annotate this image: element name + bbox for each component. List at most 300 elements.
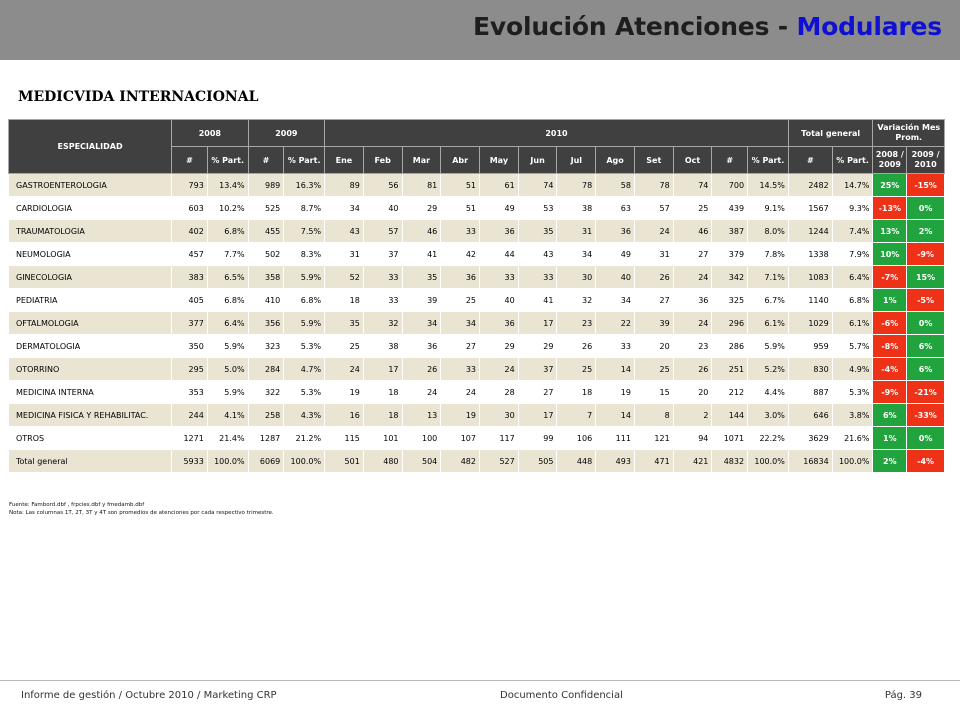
month-value: 25 <box>325 335 364 358</box>
table-row <box>9 197 945 220</box>
header-2008-pct: % Part. <box>207 147 248 174</box>
count-2009: 358 <box>248 266 284 289</box>
month-value: 34 <box>441 312 480 335</box>
month-value: 18 <box>557 381 596 404</box>
count-2008: 383 <box>172 266 208 289</box>
header-2009: 2009 <box>248 120 324 147</box>
month-value: 25 <box>634 358 673 381</box>
pct-2010: 22.2% <box>748 427 789 450</box>
notes <box>9 501 274 517</box>
month-value: 36 <box>673 289 712 312</box>
count-2009: 1287 <box>248 427 284 450</box>
month-value: 36 <box>402 335 441 358</box>
pct-total: 6.4% <box>832 266 873 289</box>
specialty-name: PEDIATRIA <box>9 289 172 312</box>
month-value: 25 <box>673 197 712 220</box>
specialty-name: GASTROENTEROLOGIA <box>9 174 172 197</box>
table-row <box>9 266 945 289</box>
count-2008: 402 <box>172 220 208 243</box>
footer-confidential: Documento Confidencial <box>500 690 623 701</box>
month-value: 31 <box>557 220 596 243</box>
month-value: 16 <box>325 404 364 427</box>
month-value: 51 <box>441 174 480 197</box>
pct-2009: 5.9% <box>284 266 325 289</box>
count-2010: 700 <box>712 174 748 197</box>
table-row <box>9 312 945 335</box>
month-value: 49 <box>596 243 635 266</box>
header-2010-count: # <box>712 147 748 174</box>
count-2010: 144 <box>712 404 748 427</box>
month-value: 61 <box>480 174 519 197</box>
month-value: 2 <box>673 404 712 427</box>
month-value: 26 <box>634 266 673 289</box>
month-value: 51 <box>441 197 480 220</box>
pct-2010: 6.1% <box>748 312 789 335</box>
month-value: 17 <box>363 358 402 381</box>
count-total: 1244 <box>788 220 832 243</box>
month-value: 49 <box>480 197 519 220</box>
pct-total: 7.9% <box>832 243 873 266</box>
variation-2009-2010: 0% <box>907 312 945 335</box>
month-value: 29 <box>402 197 441 220</box>
table-row <box>9 335 945 358</box>
count-2010: 296 <box>712 312 748 335</box>
header-total-pct: % Part. <box>832 147 873 174</box>
month-value: 23 <box>673 335 712 358</box>
header-2008: 2008 <box>172 120 248 147</box>
header-month-mar: Mar <box>402 147 441 174</box>
count-2009: 284 <box>248 358 284 381</box>
header-variacion: Variación Mes Prom. <box>873 120 945 147</box>
count-2009: 410 <box>248 289 284 312</box>
pct-2010: 7.8% <box>748 243 789 266</box>
pct-2009: 16.3% <box>284 174 325 197</box>
month-value: 36 <box>441 266 480 289</box>
header-month-jun: Jun <box>518 147 557 174</box>
header-month-ago: Ago <box>596 147 635 174</box>
month-value: 36 <box>596 220 635 243</box>
month-value: 29 <box>518 335 557 358</box>
month-value: 22 <box>596 312 635 335</box>
pct-2009: 100.0% <box>284 450 325 473</box>
header-month-abr: Abr <box>441 147 480 174</box>
count-2009: 356 <box>248 312 284 335</box>
count-2010: 342 <box>712 266 748 289</box>
table-row <box>9 404 945 427</box>
count-total: 2482 <box>788 174 832 197</box>
header-2009-count: # <box>248 147 284 174</box>
table-body <box>9 174 945 473</box>
variation-2008-2009: 1% <box>873 289 907 312</box>
month-value: 35 <box>402 266 441 289</box>
month-value: 480 <box>363 450 402 473</box>
month-value: 29 <box>480 335 519 358</box>
table-row <box>9 243 945 266</box>
pct-2010: 100.0% <box>748 450 789 473</box>
month-value: 41 <box>402 243 441 266</box>
header-month-feb: Feb <box>363 147 402 174</box>
month-value: 501 <box>325 450 364 473</box>
pct-total: 100.0% <box>832 450 873 473</box>
month-value: 27 <box>441 335 480 358</box>
month-value: 24 <box>673 312 712 335</box>
month-value: 31 <box>634 243 673 266</box>
month-value: 33 <box>596 335 635 358</box>
count-total: 887 <box>788 381 832 404</box>
variation-2008-2009: 1% <box>873 427 907 450</box>
pct-2009: 4.3% <box>284 404 325 427</box>
month-value: 14 <box>596 404 635 427</box>
month-value: 78 <box>634 174 673 197</box>
count-2008: 377 <box>172 312 208 335</box>
table-row <box>9 174 945 197</box>
month-value: 33 <box>363 289 402 312</box>
pct-2008: 21.4% <box>207 427 248 450</box>
table-row <box>9 289 945 312</box>
pct-2008: 100.0% <box>207 450 248 473</box>
month-value: 43 <box>325 220 364 243</box>
month-value: 39 <box>402 289 441 312</box>
month-value: 36 <box>480 220 519 243</box>
pct-2009: 8.3% <box>284 243 325 266</box>
pct-total: 5.7% <box>832 335 873 358</box>
month-value: 23 <box>557 312 596 335</box>
column-note: Nota: Las columnas 1T, 2T, 3T y 4T son promedios de atenciones por cada respectivo trimestre. <box>9 510 274 516</box>
variation-2008-2009: -6% <box>873 312 907 335</box>
header-month-oct: Oct <box>673 147 712 174</box>
count-total: 1029 <box>788 312 832 335</box>
count-2010: 379 <box>712 243 748 266</box>
variation-2009-2010: 6% <box>907 335 945 358</box>
company-subtitle: MEDICVIDA INTERNACIONAL <box>18 89 259 105</box>
variation-2008-2009: 10% <box>873 243 907 266</box>
month-value: 25 <box>557 358 596 381</box>
variation-2008-2009: -9% <box>873 381 907 404</box>
count-total: 1567 <box>788 197 832 220</box>
pct-2009: 5.9% <box>284 312 325 335</box>
specialty-name: CARDIOLOGIA <box>9 197 172 220</box>
title-main: Evolución Atenciones - <box>473 12 797 41</box>
pct-total: 4.9% <box>832 358 873 381</box>
month-value: 13 <box>402 404 441 427</box>
month-value: 24 <box>325 358 364 381</box>
month-value: 30 <box>557 266 596 289</box>
variation-2009-2010: 0% <box>907 197 945 220</box>
month-value: 28 <box>480 381 519 404</box>
month-value: 24 <box>441 381 480 404</box>
month-value: 8 <box>634 404 673 427</box>
month-value: 24 <box>480 358 519 381</box>
pct-total: 21.6% <box>832 427 873 450</box>
month-value: 24 <box>634 220 673 243</box>
month-value: 14 <box>596 358 635 381</box>
month-value: 44 <box>480 243 519 266</box>
pct-2008: 5.9% <box>207 335 248 358</box>
pct-total: 7.4% <box>832 220 873 243</box>
month-value: 57 <box>363 220 402 243</box>
group-header-row <box>9 120 945 147</box>
pct-2010: 14.5% <box>748 174 789 197</box>
variation-2008-2009: -8% <box>873 335 907 358</box>
month-value: 40 <box>480 289 519 312</box>
pct-total: 6.1% <box>832 312 873 335</box>
count-2009: 989 <box>248 174 284 197</box>
table-row <box>9 381 945 404</box>
month-value: 46 <box>673 220 712 243</box>
pct-2010: 4.4% <box>748 381 789 404</box>
specialty-name: OTROS <box>9 427 172 450</box>
pct-2008: 5.9% <box>207 381 248 404</box>
month-value: 7 <box>557 404 596 427</box>
title-accent: Modulares <box>796 12 942 41</box>
month-value: 15 <box>634 381 673 404</box>
variation-2008-2009: 13% <box>873 220 907 243</box>
month-value: 42 <box>441 243 480 266</box>
variation-2009-2010: 6% <box>907 358 945 381</box>
month-value: 34 <box>596 289 635 312</box>
variation-2009-2010: -15% <box>907 174 945 197</box>
variation-2008-2009: 25% <box>873 174 907 197</box>
month-value: 100 <box>402 427 441 450</box>
variation-2008-2009: 6% <box>873 404 907 427</box>
month-value: 58 <box>596 174 635 197</box>
table-row <box>9 427 945 450</box>
count-2010: 439 <box>712 197 748 220</box>
count-2008: 603 <box>172 197 208 220</box>
month-value: 34 <box>402 312 441 335</box>
month-value: 25 <box>441 289 480 312</box>
count-2008: 793 <box>172 174 208 197</box>
pct-2010: 6.7% <box>748 289 789 312</box>
pct-total: 5.3% <box>832 381 873 404</box>
count-2009: 6069 <box>248 450 284 473</box>
pct-2010: 9.1% <box>748 197 789 220</box>
count-2009: 258 <box>248 404 284 427</box>
header-var-2008-2009: 2008 / 2009 <box>873 147 907 174</box>
table-row <box>9 450 945 473</box>
page-title <box>473 12 942 41</box>
header-month-ene: Ene <box>325 147 364 174</box>
month-value: 36 <box>480 312 519 335</box>
pct-total: 6.8% <box>832 289 873 312</box>
footer-report-info: Informe de gestión / Octubre 2010 / Marketing CRP <box>21 690 277 701</box>
pct-2009: 5.3% <box>284 335 325 358</box>
pct-2010: 8.0% <box>748 220 789 243</box>
month-value: 421 <box>673 450 712 473</box>
count-2008: 405 <box>172 289 208 312</box>
count-2008: 295 <box>172 358 208 381</box>
month-value: 43 <box>518 243 557 266</box>
count-2010: 251 <box>712 358 748 381</box>
count-total: 830 <box>788 358 832 381</box>
pct-2008: 5.0% <box>207 358 248 381</box>
pct-2009: 21.2% <box>284 427 325 450</box>
specialty-name: OTORRINO <box>9 358 172 381</box>
pct-2009: 8.7% <box>284 197 325 220</box>
month-value: 38 <box>363 335 402 358</box>
month-value: 99 <box>518 427 557 450</box>
count-2008: 1271 <box>172 427 208 450</box>
month-value: 115 <box>325 427 364 450</box>
pct-total: 14.7% <box>832 174 873 197</box>
month-value: 89 <box>325 174 364 197</box>
month-value: 17 <box>518 404 557 427</box>
month-value: 35 <box>325 312 364 335</box>
month-value: 20 <box>634 335 673 358</box>
month-value: 27 <box>518 381 557 404</box>
month-value: 34 <box>557 243 596 266</box>
count-2008: 353 <box>172 381 208 404</box>
pct-2009: 7.5% <box>284 220 325 243</box>
month-value: 101 <box>363 427 402 450</box>
pct-2008: 10.2% <box>207 197 248 220</box>
header-especialidad: ESPECIALIDAD <box>9 120 172 174</box>
count-2008: 350 <box>172 335 208 358</box>
footer-divider <box>0 680 960 681</box>
pct-2010: 3.0% <box>748 404 789 427</box>
month-value: 24 <box>402 381 441 404</box>
pct-2010: 7.1% <box>748 266 789 289</box>
table-row <box>9 220 945 243</box>
count-2010: 4832 <box>712 450 748 473</box>
pct-2009: 5.3% <box>284 381 325 404</box>
count-2009: 525 <box>248 197 284 220</box>
variation-2008-2009: -4% <box>873 358 907 381</box>
month-value: 57 <box>634 197 673 220</box>
variation-2009-2010: -4% <box>907 450 945 473</box>
month-value: 505 <box>518 450 557 473</box>
month-value: 20 <box>673 381 712 404</box>
header-var-2009-2010: 2009 / 2010 <box>907 147 945 174</box>
count-2010: 1071 <box>712 427 748 450</box>
pct-2008: 7.7% <box>207 243 248 266</box>
month-value: 81 <box>402 174 441 197</box>
month-value: 39 <box>634 312 673 335</box>
count-2010: 286 <box>712 335 748 358</box>
month-value: 33 <box>441 358 480 381</box>
header-month-set: Set <box>634 147 673 174</box>
header-2010: 2010 <box>325 120 789 147</box>
month-value: 34 <box>325 197 364 220</box>
month-value: 18 <box>363 404 402 427</box>
month-value: 37 <box>363 243 402 266</box>
header-total-count: # <box>788 147 832 174</box>
month-value: 33 <box>480 266 519 289</box>
variation-2009-2010: 15% <box>907 266 945 289</box>
month-value: 63 <box>596 197 635 220</box>
month-value: 32 <box>363 312 402 335</box>
month-value: 27 <box>634 289 673 312</box>
header-month-may: May <box>480 147 519 174</box>
month-value: 527 <box>480 450 519 473</box>
month-value: 41 <box>518 289 557 312</box>
month-value: 78 <box>557 174 596 197</box>
pct-2008: 6.4% <box>207 312 248 335</box>
count-2009: 502 <box>248 243 284 266</box>
specialty-name: GINECOLOGIA <box>9 266 172 289</box>
pct-2008: 6.8% <box>207 220 248 243</box>
table-row <box>9 358 945 381</box>
month-value: 19 <box>441 404 480 427</box>
variation-2008-2009: -13% <box>873 197 907 220</box>
month-value: 74 <box>518 174 557 197</box>
count-2010: 387 <box>712 220 748 243</box>
pct-total: 3.8% <box>832 404 873 427</box>
specialty-name: MEDICINA FISICA Y REHABILITAC. <box>9 404 172 427</box>
month-value: 37 <box>518 358 557 381</box>
variation-2009-2010: 2% <box>907 220 945 243</box>
month-value: 19 <box>596 381 635 404</box>
specialty-name: NEUMOLOGIA <box>9 243 172 266</box>
specialty-name: DERMATOLOGIA <box>9 335 172 358</box>
variation-2008-2009: -7% <box>873 266 907 289</box>
specialty-name: MEDICINA INTERNA <box>9 381 172 404</box>
month-value: 30 <box>480 404 519 427</box>
month-value: 27 <box>673 243 712 266</box>
header-2008-count: # <box>172 147 208 174</box>
month-value: 53 <box>518 197 557 220</box>
pct-2010: 5.9% <box>748 335 789 358</box>
header-total-general: Total general <box>788 120 873 147</box>
variation-2009-2010: -9% <box>907 243 945 266</box>
count-2008: 5933 <box>172 450 208 473</box>
count-total: 1140 <box>788 289 832 312</box>
month-value: 26 <box>673 358 712 381</box>
month-value: 35 <box>518 220 557 243</box>
month-value: 117 <box>480 427 519 450</box>
count-2008: 457 <box>172 243 208 266</box>
month-value: 56 <box>363 174 402 197</box>
month-value: 504 <box>402 450 441 473</box>
month-value: 46 <box>402 220 441 243</box>
month-value: 31 <box>325 243 364 266</box>
header-2009-pct: % Part. <box>284 147 325 174</box>
specialty-name: OFTALMOLOGIA <box>9 312 172 335</box>
count-2009: 455 <box>248 220 284 243</box>
header-month-jul: Jul <box>557 147 596 174</box>
header-2010-pct: % Part. <box>748 147 789 174</box>
count-2010: 325 <box>712 289 748 312</box>
month-value: 40 <box>363 197 402 220</box>
month-value: 33 <box>441 220 480 243</box>
variation-2009-2010: 0% <box>907 427 945 450</box>
source-note: Fuente: Fambord.dbf , frpcies.dbf y fmedamb.dbf <box>9 502 145 508</box>
pct-2008: 13.4% <box>207 174 248 197</box>
variation-2008-2009: 2% <box>873 450 907 473</box>
month-value: 94 <box>673 427 712 450</box>
specialty-name: TRAUMATOLOGIA <box>9 220 172 243</box>
count-total: 3629 <box>788 427 832 450</box>
attention-table <box>8 119 945 473</box>
count-total: 1338 <box>788 243 832 266</box>
pct-total: 9.3% <box>832 197 873 220</box>
month-value: 19 <box>325 381 364 404</box>
month-value: 471 <box>634 450 673 473</box>
pct-2008: 4.1% <box>207 404 248 427</box>
month-value: 33 <box>363 266 402 289</box>
month-value: 26 <box>557 335 596 358</box>
count-total: 1083 <box>788 266 832 289</box>
month-value: 33 <box>518 266 557 289</box>
specialty-name: Total general <box>9 450 172 473</box>
month-value: 493 <box>596 450 635 473</box>
month-value: 482 <box>441 450 480 473</box>
month-value: 40 <box>596 266 635 289</box>
month-value: 18 <box>363 381 402 404</box>
month-value: 18 <box>325 289 364 312</box>
month-value: 17 <box>518 312 557 335</box>
pct-2008: 6.5% <box>207 266 248 289</box>
